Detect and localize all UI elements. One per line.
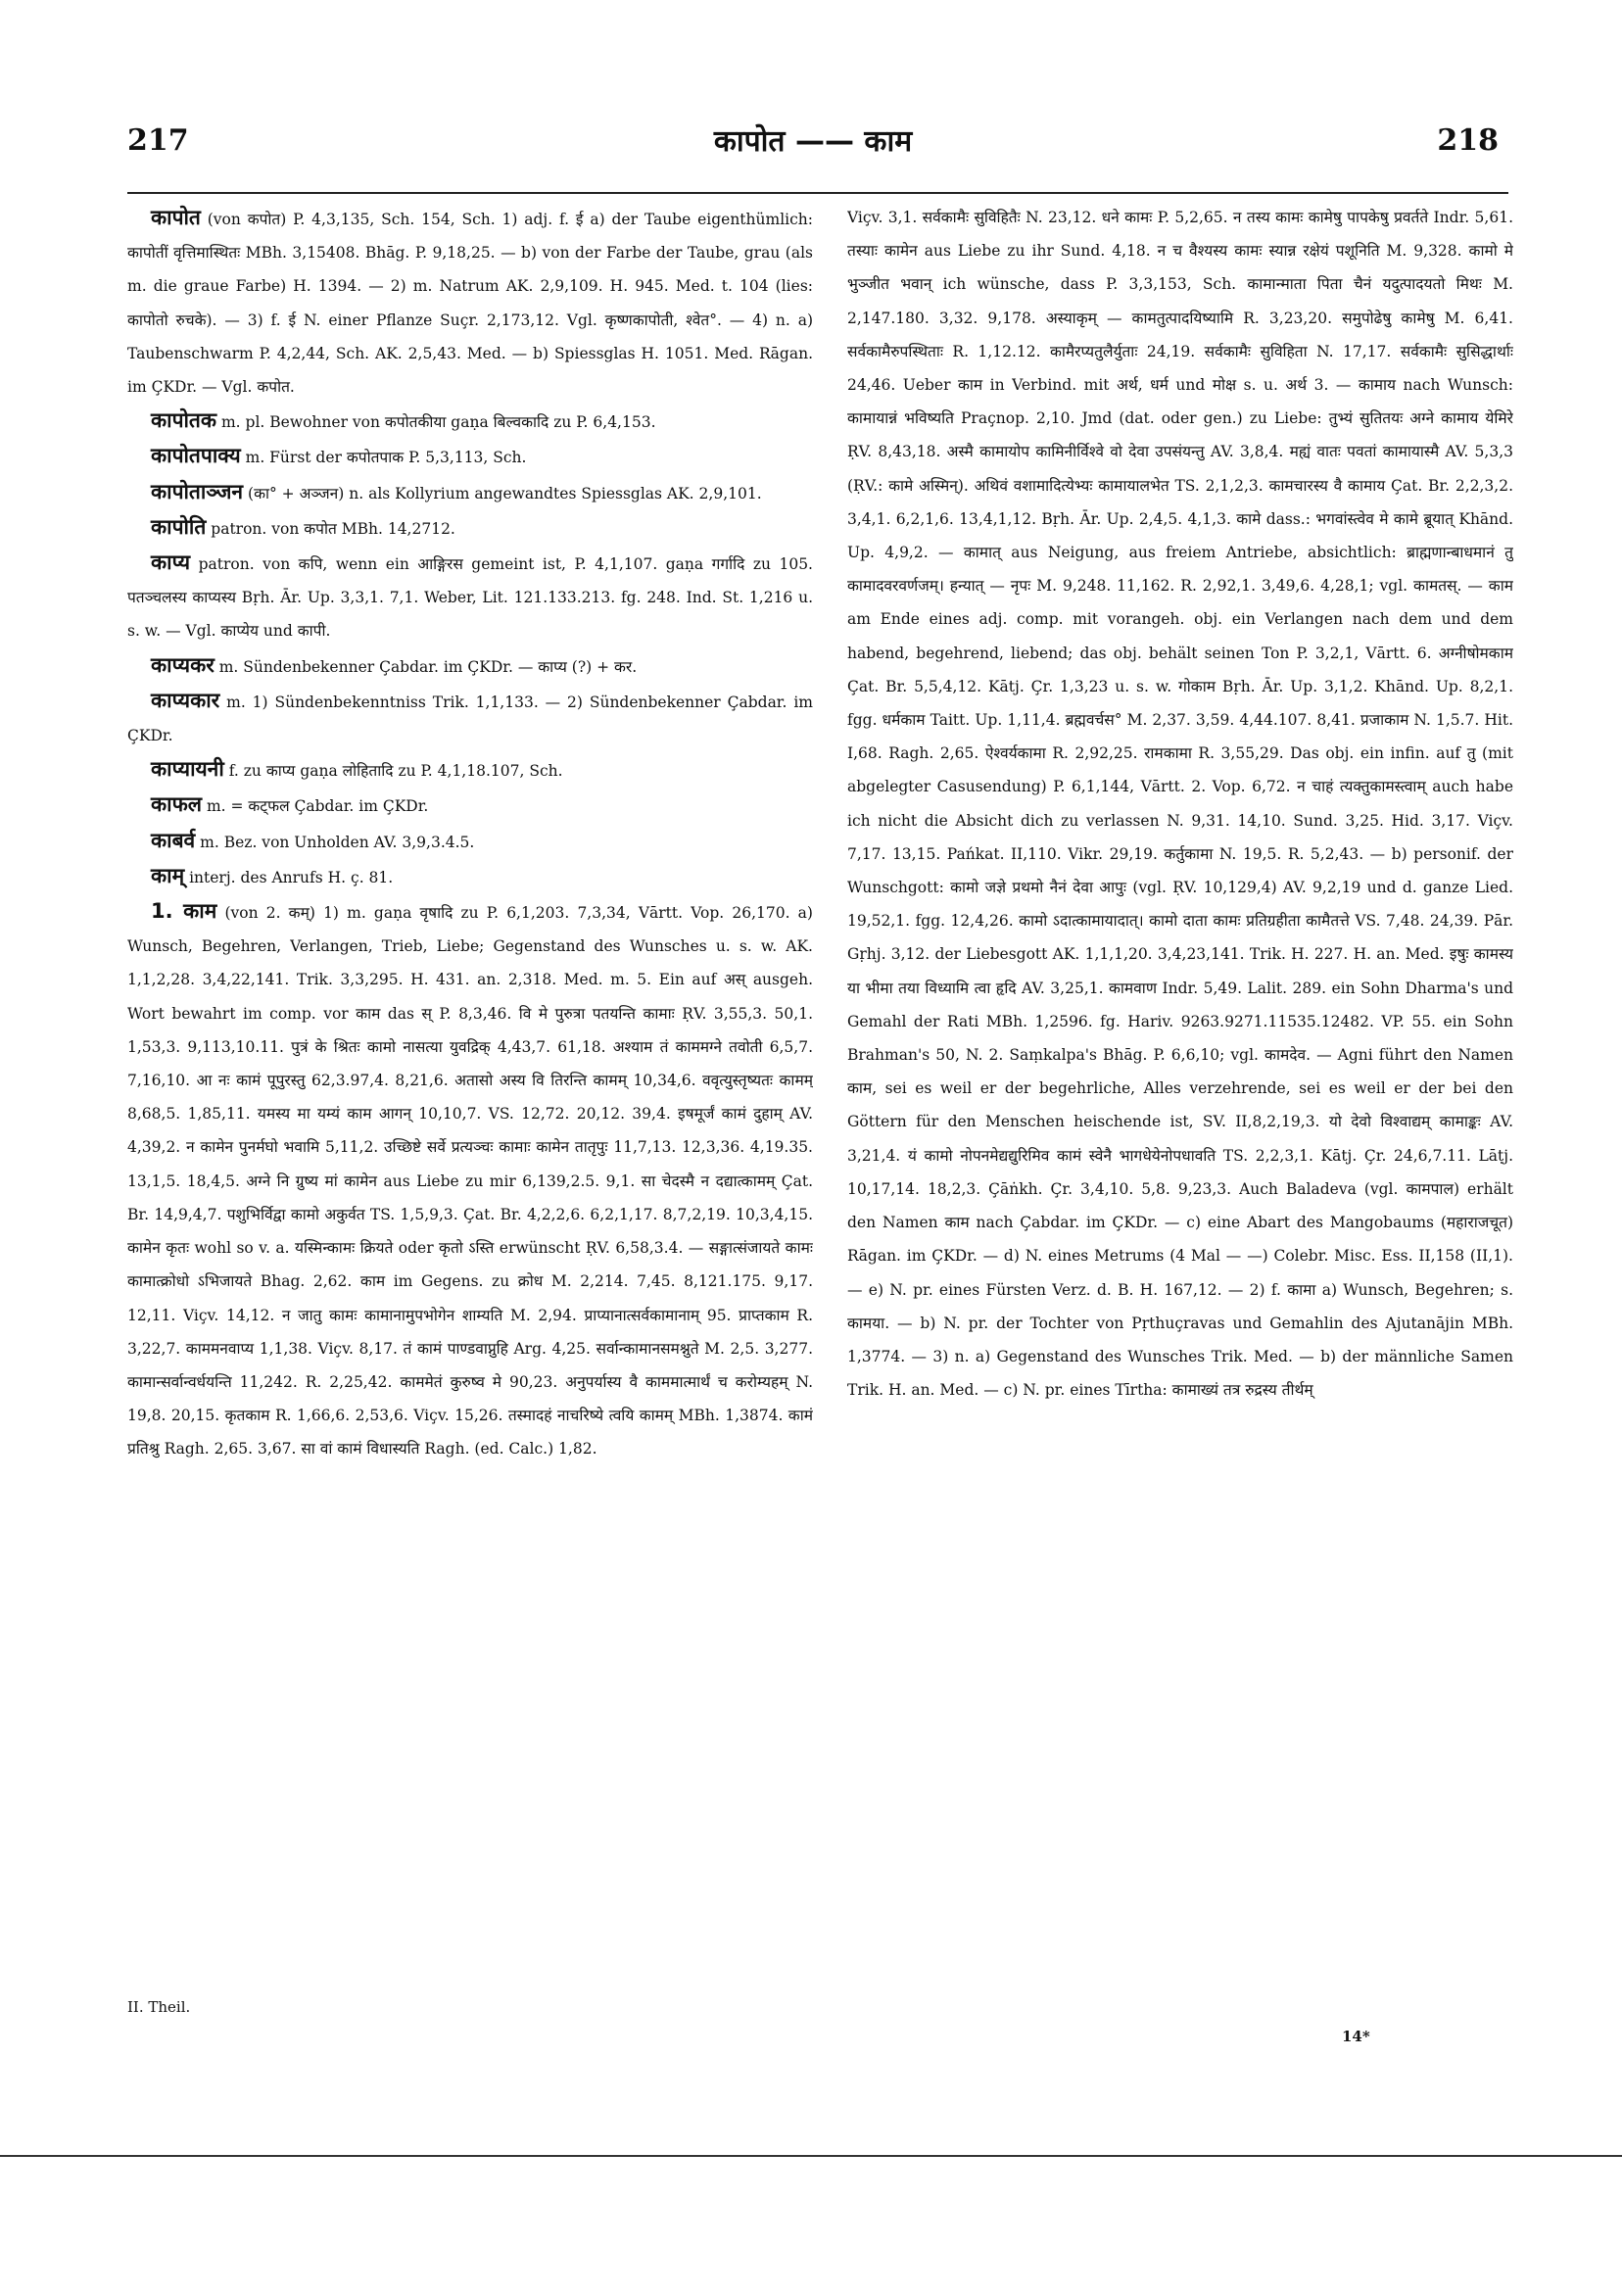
page-number-right: 218 <box>1437 123 1499 158</box>
entry-headword: कापोत <box>151 206 201 229</box>
entry-text: m. Bez. von Unholden AV. 3,9,3.4.5. <box>200 833 475 851</box>
dictionary-entry <box>127 648 813 684</box>
dictionary-entry <box>127 404 813 439</box>
dictionary-entry <box>127 201 813 404</box>
page-header <box>127 123 1499 172</box>
dictionary-entry <box>127 752 813 788</box>
dictionary-entry <box>127 684 813 752</box>
entry-text: f. zu काप्य gaṇa लोहितादि zu P. 4,1,18.107, Sch. <box>228 762 563 781</box>
entry-headword: कापोताञ्जन <box>151 479 244 503</box>
entry-text: m. Sündenbekenner Çabdar. im ÇKDr. — काप्य (?) + कर. <box>218 657 638 676</box>
entry-headword: काप्यकर <box>151 652 215 677</box>
dictionary-entry <box>127 475 813 510</box>
dictionary-entry <box>127 546 813 648</box>
entry-text: (von 2. कम्) 1) m. gaṇa वृषादि zu P. 6,1,203. 7,3,34, Vārtt. Vop. 26,170. a) Wunsch, Begehren, Verlangen, Trieb, Liebe; Gegenstand des Wunsches u. s. w. AK. 1,1,2,28. 3,4,22,141. Trik. 3,3,295. H. 431. an. 2,318. Med. m. 5. Ein auf अस् ausgeh. Wort bewahrt im comp. vor काम das स् P. 8,3,46. वि मे पुरुत्रा पतयन्ति कामाः ṚV. 3,55,3. 50,1. 1,53,3. 9,113,10.11. पुत्रं के श्रितः कामो नासत्या युवद्रिक् 4,43,7. 61,18. अश्याम तं काममग्ने तवोती 6,5,7. 7,16,10. आ नः कामं पूपुरस्तु 62,3.97,4. 8,21,6. अतासो अस्य वि तिरन्ति कामम् 10,34,6. ववृत्युस्तृष्यतः कामम् 8,68,5. 1,85,11. यमस्य मा यम्यं काम आगन् 10,10,7. VS. 12,72. 20,12. 39,4. इषमूर्जं कामं दुहाम् AV. 4,39,2. न कामेन पुनर्मघो भवामि 5,11,2. उच्छिष्टे सर्वे प्रत्यञ्चः कामाः कामेन तातृपुः 11,7,13. 12,3,36. 4,19.35. 13,1,5. 18,4,5. अग्ने नि ग्रुष्य मां कामेन aus Liebe zu mir 6,139,2.5. 9,1. सा चेदस्मै न दद्यात्कामम् Çat. Br. 14,9,4,7. पशुभिर्विद्वा कामो अकुर्वत TS. 1,5,9,3. Çat. Br. 4,2,2,6. 6,2,1,17. 8,7,2,19. 10,3,4,15. कामेन कृतः wohl so v. a. यस्मिन्कामः क्रियते oder कृतो ऽस्ति erwünscht ṚV. 6,58,3.4. — सङ्गात्संजायते कामः कामात्क्रोधो ऽभिजायते Bhag. 2,62. काम im Gegens. zu क्रोध M. 2,214. 7,45. 8,121.175. 9,17. 12,11. Viçv. 14,12. न जातु कामः कामानामुपभोगेन शाम्यति M. 2,94. प्राप्यानात्सर्वकामानाम् 95. प्राप्तकाम R. 3,22,7. काममनवाप्य 1,1,38. Viçv. 8,17. तं कामं पाण्डवाप्नुहि Arg. 4,25. सर्वान्कामानसमश्नुते M. 2,5. 3,277. कामान्सर्वान्वर्धयन्ति 11,242. R. 2,25,42. काममेतं कुरुष्व मे 90,23. अनुपर्यास्य वै काममात्मार्थं च करोम्यहम् N. 19,8. 20,15. कृतकाम R. 1,66,6. 2,53,6. Viçv. 15,26. तस्मादहं नाचरिष्ये त्वयि कामम् MBh. 1,3874. कामं प्रतिश्रु Ragh. 2,65. 3,67. सा वां कामं विधास्यति Ragh. (ed. Calc.) 1,82. <box>127 904 813 1459</box>
header-rule <box>127 192 1508 194</box>
entry-text: interj. des Anrufs H. ç. 81. <box>189 868 394 886</box>
dictionary-entry <box>127 439 813 474</box>
dictionary-entry <box>127 788 813 823</box>
entry-text: (von कपोत) P. 4,3,135, Sch. 154, Sch. 1) adj. f. ई a) der Taube eigenthümlich: कापोतीं वृत्तिमास्थितः MBh. 3,15408. Bhāg. P. 9,18,25. — b) von der Farbe der Taube, grau (als m. die graue Farbe) H. 1394. — 2) m. Natrum AK. 2,9,109. H. 945. Med. t. 104 (lies: कापोतो रुचके). — 3) f. ई N. einer Pflanze Suçr. 2,173,12. Vgl. कृष्णकापोती, श्वेत°. — 4) n. a) Taubenschwarm P. 4,2,44, Sch. AK. 2,5,43. Med. — b) Spiessglas H. 1051. Med. Rāgan. im ÇKDr. — Vgl. कपोत. <box>127 211 813 397</box>
right-column-text: Viçv. 3,1. सर्वकामैः सुविहितैः N. 23,12. धने कामः P. 5,2,65. न तस्य कामः कामेषु पापकेषु प्रवर्तते Indr. 5,61. तस्याः कामेन aus Liebe zu ihr Sund. 4,18. न च वैश्यस्य कामः स्यान्न रक्षेयं पशूनिति M. 9,328. कामो मे भुञ्जीत भवान् ich wünsche, dass P. 3,3,153, Sch. कामान्माता पिता चैनं यदुत्पादयतो मिथः M. 2,147.180. 3,32. 9,178. अस्याकृम् — कामतुत्पादयिष्यामि R. 3,23,20. समुपोढेषु कामेषु M. 6,41. सर्वकामैरुपस्थिताः R. 1,12.12. कामैरप्यतुलैर्युताः 24,19. सर्वकामैः सुविहिता N. 17,17. सर्वकामैः सुसिद्धार्थाः 24,46. Ueber काम in Verbind. mit अर्थ, धर्म und मोक्ष s. u. अर्थ 3. — कामाय nach Wunsch: कामायान्नं भविष्यति Praçnop. 2,10. Jmd (dat. oder gen.) zu Liebe: तुभ्यं सुतितयः अग्ने कामाय येमिरे ṚV. 8,43,18. अस्मै कामायोप कामिनीर्विश्वे वो देवा उपसंयन्तु AV. 3,8,4. मह्यं वातः पवतां कामायास्मै AV. 5,3,3 (ṚV.: कामे अस्मिन्). अथिवं वशामादित्येभ्यः कामायालभेत TS. 2,1,2,3. कामचारस्य वै कामाय Çat. Br. 2,2,3,2. 3,4,1. 6,2,1,6. 13,4,1,12. Bṛh. Ār. Up. 2,4,5. 4,1,3. कामे dass.: भगवांस्त्वेव मे कामे ब्रूयात् Khānd. Up. 4,9,2. — कामात् aus Neigung, aus freiem Antriebe, absichtlich: ब्राह्मणान्बाधमानं तु कामादवरवर्णजम्। हन्यात् — नृपः M. 9,248. 11,162. R. 2,92,1. 3,49,6. 4,28,1; vgl. कामतस्. — काम am Ende eines adj. comp. mit vorangeh. obj. ein Verlangen nach dem und dem habend, begehrend, liebend; das obj. behält seinen Ton P. 3,2,1, Vārtt. 6. अग्नीषोमकाम Çat. Br. 5,5,4,12. Kātj. Çr. 1,3,23 u. s. w. गोकाम Bṛh. Ār. Up. 3,1,2. Khānd. Up. 8,2,1. fgg. धर्मकाम Taitt. Up. 1,11,4. ब्रह्मवर्चस° M. 2,37. 3,59. 4,44.107. 8,41. प्रजाकाम N. 1,5.7. Hit. I,68. Ragh. 2,65. ऐश्वर्यकामा R. 2,92,25. रामकामा R. 3,55,29. Das obj. ein infin. auf तु (mit abgelegter Casusendung) P. 6,1,144, Vārtt. 2. Vop. 6,72. न चाहं त्यक्तुकामस्त्वाम् auch habe ich nicht die Absicht dich zu verlassen N. 9,31. 14,10. Sund. 3,25. Hid. 3,17. Viçv. 7,17. 13,15. Pańkat. II,110. Vikr. 29,19. कर्तुकामा N. 19,5. R. 5,2,43. — b) personif. der Wunschgott: कामो जज्ञे प्रथमो नैनं देवा आपुः (vgl. ṚV. 10,129,4) AV. 9,2,19 und d. ganze Lied. 19,52,1. fgg. 12,4,26. कामो ऽदात्कामायादात्। कामो दाता कामः प्रतिग्रहीता कामैतत्ते VS. 7,48. 24,39. Pār. Gṛhj. 3,12. der Liebesgott AK. 1,1,1,20. 3,4,23,141. Trik. H. 227. H. an. Med. इषुः कामस्य या भीमा तया विध्यामि त्वा हृदि AV. 3,25,1. कामवाण Indr. 5,49. Lalit. 289. ein Sohn Dharma's und Gemahl der Rati MBh. 1,2596. fg. Hariv. 9263.9271.11535.12482. VP. 55. ein Sohn Brahman's 50, N. 2. Saṃkalpa's Bhāg. P. 6,6,10; vgl. कामदेव. — Agni führt den Namen काम, sei es weil er der begehrliche, Alles verzehrende, sei es weil er der bei den Göttern für den Menschen heischende ist, SV. II,8,2,19,3. यो देवो विश्वाद्यम् कामाङ्कः AV. 3,21,4. यं कामो नोपनमेद्यद्युरिमिव कामं स्वेनै भागधेयेनोपधावति TS. 2,2,3,1. Kātj. Çr. 24,6,7.11. Lāṭj. 10,17,14. 18,2,3. Çāṅkh. Çr. 3,4,10. 5,8. 9,23,3. Auch Baladeva (vgl. कामपाल) erhält den Namen काम nach Çabdar. im ÇKDr. — c) eine Abart des Mangobaums (महाराजचूत) Rāgan. im ÇKDr. — d) N. eines Metrums (4 Mal — —) Colebr. Misc. Ess. II,158 (II,1). — e) N. pr. eines Fürsten Verz. d. B. H. 167,12. — 2) f. कामा a) Wunsch, Begehren; s. कामया. — b) N. pr. der Tochter von Pṛthuçravas und Gemahlin des Ajutanājin MBh. 1,3774. — 3) n. a) Gegenstand des Wunsches Trik. Med. — b) der männliche Samen Trik. H. an. Med. — c) N. pr. eines Tīrtha: कामाख्यं तत्र रुद्रस्य तीर्थम् <box>847 209 1513 1400</box>
dictionary-entry <box>127 824 813 859</box>
entry-text: (का° + अञ्जन) n. als Kollyrium angewandtes Spiessglas AK. 2,9,101. <box>248 484 762 502</box>
entry-text: patron. von कपोत MBh. 14,2712. <box>211 519 455 538</box>
left-column <box>127 201 813 2033</box>
entry-headword: कापोति <box>151 514 207 539</box>
signature-mark: II. Theil. <box>127 1998 191 2016</box>
entry-text: m. pl. Bewohner von कपोतकीया gaṇa बिल्वकादि zu P. 6,4,153. <box>220 413 656 432</box>
entry-headword: 1. काम <box>151 899 217 924</box>
sheet-mark: 14* <box>1342 2028 1370 2045</box>
entry-headword: काम् <box>151 863 185 887</box>
page-number-left: 217 <box>127 123 189 158</box>
footer-rule <box>0 2155 1622 2157</box>
dictionary-entry <box>127 894 813 1465</box>
dictionary-entry <box>127 859 813 894</box>
entry-text: m. 1) Sündenbekenntniss Trik. 1,1,133. — 2) Sündenbekenner Çabdar. im ÇKDr. <box>127 693 813 745</box>
entry-headword: काप्यकार <box>151 688 220 712</box>
dictionary-entry <box>127 510 813 546</box>
entry-text: m. Fürst der कपोतपाक P. 5,3,113, Sch. <box>245 449 527 467</box>
entry-text: m. = कट्फल Çabdar. im ÇKDr. <box>206 797 429 816</box>
right-column <box>847 201 1513 2033</box>
entry-text: patron. von कपि, wenn ein आङ्गिरस gemeint ist, P. 4,1,107. gaṇa गर्गादि zu 105. पतञ्चलस्य काप्यस्य Bṛh. Ār. Up. 3,3,1. 7,1. Weber, Lit. 121.133.213. fg. 248. Ind. St. 1,216 u. s. w. — Vgl. काप्येय und कापी. <box>127 555 813 641</box>
running-title: कापोत —— काम <box>713 124 913 159</box>
entry-headword: कापोतक <box>151 408 217 433</box>
entry-headword: काबर्व <box>151 828 196 852</box>
entry-headword: काप्य <box>151 550 191 575</box>
entry-headword: काफल <box>151 792 202 817</box>
entry-headword: कापोतपाक्य <box>151 444 241 468</box>
entry-headword: काप्यायनी <box>151 757 224 782</box>
